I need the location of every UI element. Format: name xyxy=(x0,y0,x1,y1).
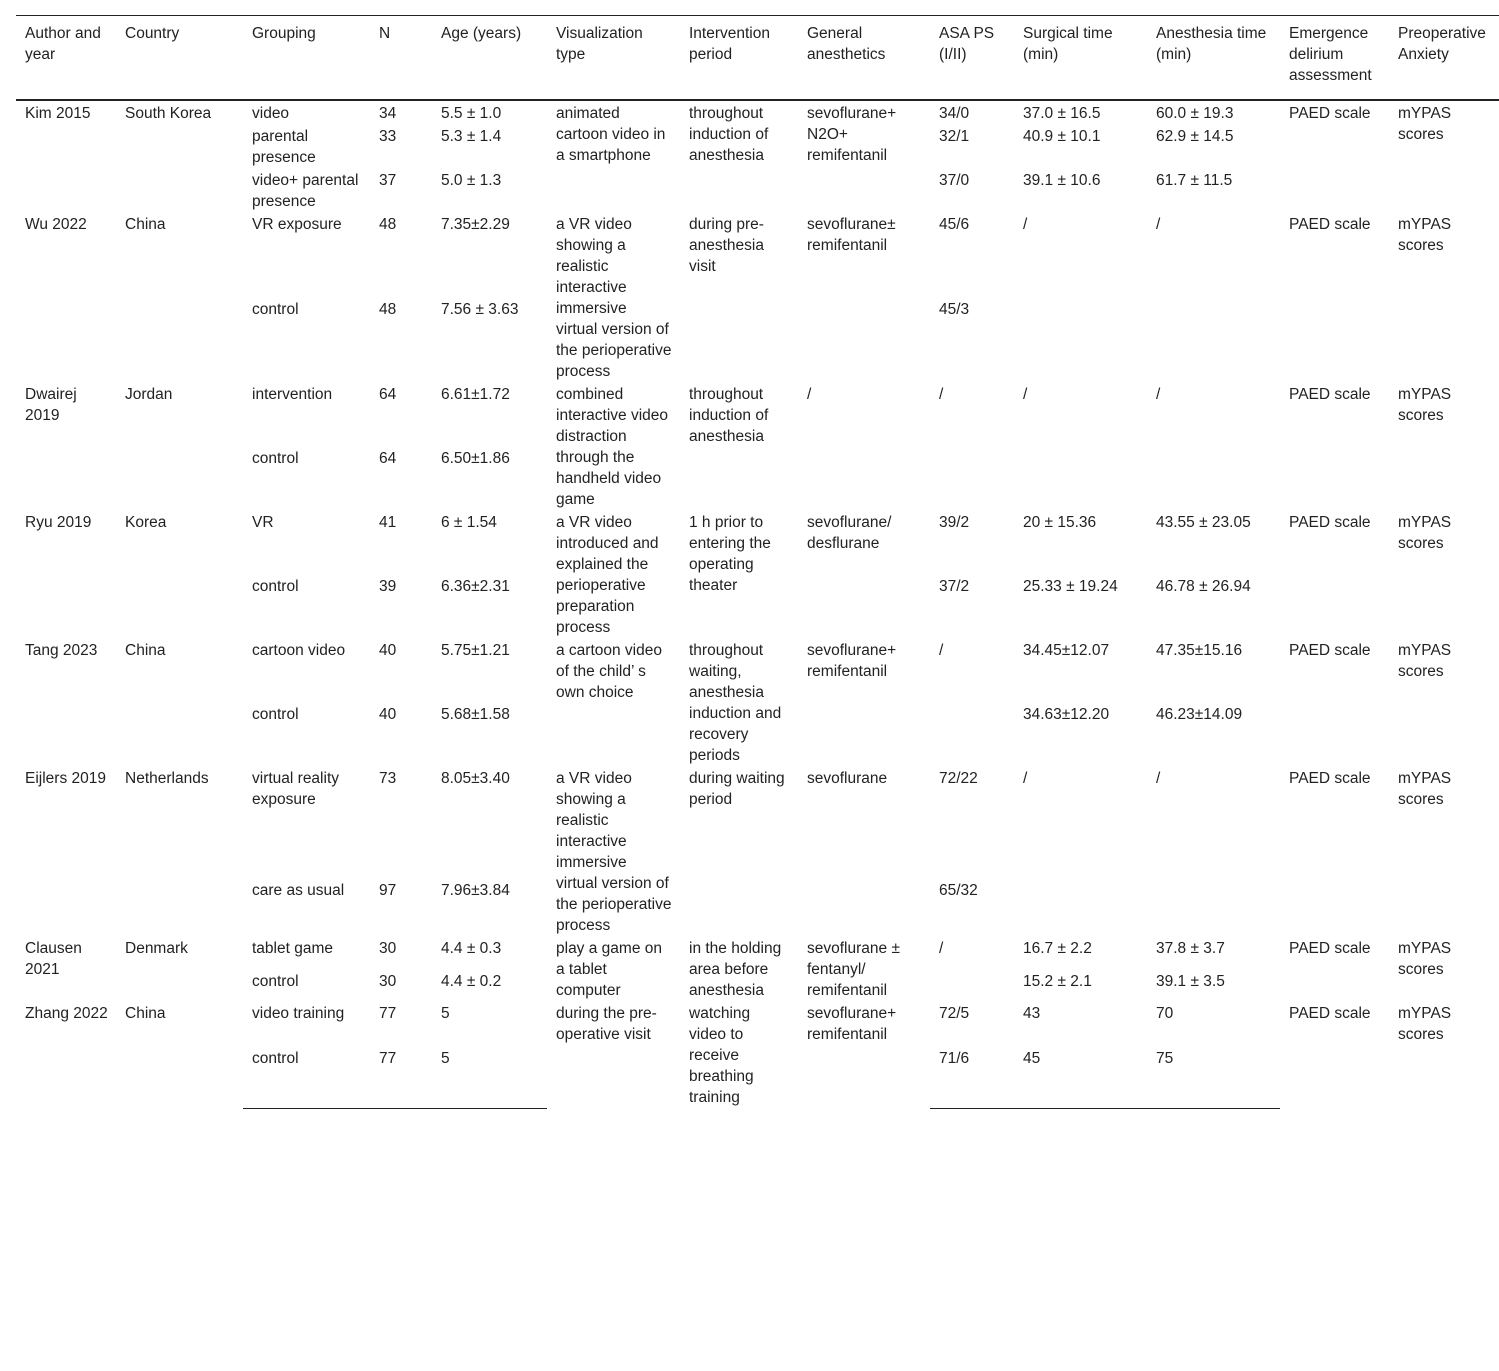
surgical-time-cell xyxy=(1014,878,1147,936)
anesthesia-time-cell xyxy=(1147,446,1280,510)
age-cell: 5.68±1.58 xyxy=(441,706,510,723)
age-cell: 7.96±3.84 xyxy=(441,881,510,899)
country-cell: Netherlands xyxy=(125,770,209,787)
surgical-time-cell: / xyxy=(1023,770,1028,787)
delirium-assessment-cell: PAED scale xyxy=(1289,940,1371,957)
n-cell: 77 xyxy=(370,1046,432,1108)
table-row xyxy=(16,382,1499,446)
grouping-cell: control xyxy=(252,450,299,467)
n-cell: 34 xyxy=(379,105,397,122)
age-cell: 7.35±2.29 xyxy=(441,216,510,233)
table-header xyxy=(16,16,1499,101)
asa-cell: / xyxy=(939,386,944,403)
table-row xyxy=(16,100,1499,124)
asa-cell: 65/32 xyxy=(939,881,978,899)
n-cell: 64 xyxy=(379,386,397,403)
col-header-surgical-time: Surgical time (min) xyxy=(1014,16,1147,101)
age-cell: 7.56 ± 3.63 xyxy=(441,301,519,318)
anxiety-cell: mYPAS scores xyxy=(1398,1005,1452,1043)
delirium-assessment-cell: PAED scale xyxy=(1289,1005,1371,1022)
anxiety-cell: mYPAS scores xyxy=(1398,105,1452,143)
asa-cell: 45/3 xyxy=(939,301,970,318)
author-year-cell: Ryu 2019 xyxy=(25,514,92,531)
age-cell: 6.50±1.86 xyxy=(441,450,510,467)
age-cell: 5 xyxy=(432,1046,547,1108)
grouping-cell: VR xyxy=(252,514,274,531)
surgical-time-cell: 34.63±12.20 xyxy=(1023,706,1110,723)
anesthesia-time-cell: 46.23±14.09 xyxy=(1156,706,1243,723)
col-header-anesthetics: General anesthetics xyxy=(798,16,930,101)
asa-cell: 72/5 xyxy=(939,1005,970,1022)
visualization-cell: a VR video showing a realistic interactive immersive virtual version of the perioperative process xyxy=(556,770,672,934)
surgical-time-cell: 45 xyxy=(1014,1046,1147,1108)
asa-cell: 37/2 xyxy=(939,578,970,595)
col-header-author: Author and year xyxy=(16,16,116,101)
country-cell: Denmark xyxy=(125,940,188,957)
table-row xyxy=(16,212,1499,297)
anesthesia-time-cell: 60.0 ± 19.3 xyxy=(1156,105,1234,122)
anesthesia-time-cell: 61.7 ± 11.5 xyxy=(1156,172,1233,189)
table-row xyxy=(16,638,1499,702)
country-cell: China xyxy=(125,642,166,659)
study-characteristics-table xyxy=(16,15,1499,1109)
col-header-anesthesia-time: Anesthesia time (min) xyxy=(1147,16,1280,101)
visualization-cell: combined interactive video distraction through the handheld video game xyxy=(556,386,669,508)
n-cell: 64 xyxy=(379,450,397,467)
table-row xyxy=(16,766,1499,878)
asa-cell: 37/0 xyxy=(939,172,970,189)
anesthesia-time-cell: 39.1 ± 3.5 xyxy=(1156,972,1225,990)
country-cell: China xyxy=(125,1005,166,1022)
n-cell: 77 xyxy=(379,1005,397,1022)
intervention-period-cell: in the holding area before anesthesia xyxy=(689,940,782,999)
n-cell: 73 xyxy=(379,770,397,787)
age-cell: 8.05±3.40 xyxy=(441,770,510,787)
anesthetics-cell: sevoflurane+ N2O+ remifentanil xyxy=(807,105,897,164)
anesthesia-time-cell: 46.78 ± 26.94 xyxy=(1156,578,1251,595)
asa-cell xyxy=(930,702,1014,766)
grouping-cell: tablet game xyxy=(252,940,333,957)
anxiety-cell: mYPAS scores xyxy=(1398,216,1452,254)
col-header-age: Age (years) xyxy=(432,16,547,101)
surgical-time-cell: 34.45±12.07 xyxy=(1023,642,1110,659)
delirium-assessment-cell: PAED scale xyxy=(1289,770,1371,787)
n-cell: 33 xyxy=(379,128,397,145)
anesthesia-time-cell: / xyxy=(1156,770,1161,787)
author-year-cell: Zhang 2022 xyxy=(25,1005,108,1022)
table-row xyxy=(16,936,1499,969)
grouping-cell: care as usual xyxy=(252,881,345,899)
visualization-cell: animated cartoon video in a smartphone xyxy=(556,105,666,164)
age-cell: 6.36±2.31 xyxy=(441,578,510,595)
anxiety-cell: mYPAS scores xyxy=(1398,770,1452,808)
asa-cell: / xyxy=(939,642,944,659)
grouping-cell: virtual reality exposure xyxy=(252,770,339,808)
surgical-time-cell: 16.7 ± 2.2 xyxy=(1023,940,1092,957)
age-cell: 6.61±1.72 xyxy=(441,386,510,403)
country-cell: China xyxy=(125,216,166,233)
grouping-cell: video+ parental presence xyxy=(252,172,359,210)
visualization-cell: a VR video showing a realistic interactive immersive virtual version of the perioperative process xyxy=(556,216,672,380)
intervention-period-cell: 1 h prior to entering the operating theater xyxy=(689,514,771,594)
col-header-delirium: Emergence delirium assessment xyxy=(1280,16,1389,101)
intervention-period-cell: throughout waiting, anesthesia induction and recovery periods xyxy=(689,642,782,764)
asa-cell: 45/6 xyxy=(939,216,970,233)
anesthesia-time-cell xyxy=(1147,878,1280,936)
author-year-cell: Tang 2023 xyxy=(25,642,98,659)
anesthetics-cell: sevoflurane xyxy=(807,770,888,787)
grouping-cell: cartoon video xyxy=(252,642,346,659)
asa-cell: 32/1 xyxy=(939,128,970,145)
visualization-cell: during the pre-operative visit xyxy=(556,1005,657,1043)
col-header-period: Intervention period xyxy=(680,16,798,101)
col-header-anxiety: Preoperative Anxiety xyxy=(1389,16,1499,101)
anesthesia-time-cell: / xyxy=(1156,386,1161,403)
col-header-grouping: Grouping xyxy=(243,16,370,101)
grouping-cell: control xyxy=(252,706,299,723)
col-header-asa: ASA PS (I/II) xyxy=(930,16,1014,101)
asa-cell: 72/22 xyxy=(939,770,978,787)
surgical-time-cell: 25.33 ± 19.24 xyxy=(1023,578,1118,595)
surgical-time-cell: 37.0 ± 16.5 xyxy=(1023,105,1101,122)
author-year-cell: Eijlers 2019 xyxy=(25,770,106,787)
grouping-cell: video training xyxy=(252,1005,345,1022)
table-row xyxy=(16,510,1499,574)
n-cell: 30 xyxy=(379,940,397,957)
intervention-period-cell: throughout induction of anesthesia xyxy=(689,386,769,445)
col-header-n: N xyxy=(370,16,432,101)
asa-cell: 39/2 xyxy=(939,514,970,531)
intervention-period-cell: watching video to receive breathing training xyxy=(689,1005,754,1106)
country-cell: Korea xyxy=(125,514,167,531)
grouping-cell: control xyxy=(243,1046,370,1108)
grouping-cell: control xyxy=(252,301,299,318)
surgical-time-cell xyxy=(1014,297,1147,382)
grouping-cell: control xyxy=(252,972,299,990)
asa-cell xyxy=(930,969,1014,1002)
col-header-country: Country xyxy=(116,16,243,101)
surgical-time-cell: 20 ± 15.36 xyxy=(1023,514,1097,531)
n-cell: 39 xyxy=(379,578,397,595)
country-cell: Jordan xyxy=(125,386,173,403)
surgical-time-cell: 40.9 ± 10.1 xyxy=(1023,128,1101,145)
grouping-cell: VR exposure xyxy=(252,216,342,233)
grouping-cell: intervention xyxy=(252,386,333,403)
anesthesia-time-cell xyxy=(1147,297,1280,382)
col-header-visualization: Visualization type xyxy=(547,16,680,101)
age-cell: 5.3 ± 1.4 xyxy=(441,128,502,145)
n-cell: 40 xyxy=(379,706,397,723)
n-cell: 48 xyxy=(379,216,397,233)
header-row xyxy=(16,16,1499,101)
table-row xyxy=(16,1001,1499,1046)
author-year-cell: Clausen 2021 xyxy=(25,940,82,978)
anesthesia-time-cell: 75 xyxy=(1147,1046,1280,1108)
anesthesia-time-cell: 43.55 ± 23.05 xyxy=(1156,514,1251,531)
n-cell: 40 xyxy=(379,642,397,659)
asa-cell xyxy=(930,446,1014,510)
anesthesia-time-cell: 37.8 ± 3.7 xyxy=(1156,940,1225,957)
intervention-period-cell: during waiting period xyxy=(689,770,785,808)
delirium-assessment-cell: PAED scale xyxy=(1289,514,1371,531)
anesthesia-time-cell: 70 xyxy=(1156,1005,1174,1022)
anesthetics-cell: sevoflurane+ remifentanil xyxy=(807,1005,897,1043)
n-cell: 97 xyxy=(379,881,397,899)
anesthesia-time-cell: / xyxy=(1156,216,1161,233)
surgical-time-cell xyxy=(1014,446,1147,510)
surgical-time-cell: / xyxy=(1023,386,1028,403)
n-cell: 30 xyxy=(379,972,397,990)
intervention-period-cell: during pre-anesthesia visit xyxy=(689,216,764,275)
author-year-cell: Wu 2022 xyxy=(25,216,87,233)
anesthesia-time-cell: 47.35±15.16 xyxy=(1156,642,1243,659)
age-cell: 6 ± 1.54 xyxy=(441,514,497,531)
grouping-cell: parental presence xyxy=(252,128,316,166)
age-cell: 5.0 ± 1.3 xyxy=(441,172,502,189)
table-body xyxy=(16,100,1499,1108)
author-year-cell: Kim 2015 xyxy=(25,105,91,122)
anesthetics-cell: sevoflurane± remifentanil xyxy=(807,216,896,254)
anxiety-cell: mYPAS scores xyxy=(1398,386,1452,424)
surgical-time-cell: 43 xyxy=(1023,1005,1041,1022)
anesthetics-cell: / xyxy=(807,386,812,403)
surgical-time-cell: 39.1 ± 10.6 xyxy=(1023,172,1101,189)
surgical-time-cell: 15.2 ± 2.1 xyxy=(1023,972,1092,990)
age-cell: 4.4 ± 0.3 xyxy=(441,940,502,957)
visualization-cell: a cartoon video of the child’ s own choice xyxy=(556,642,662,701)
visualization-cell: play a game on a tablet computer xyxy=(556,940,662,999)
grouping-cell: control xyxy=(252,578,299,595)
age-cell: 5.75±1.21 xyxy=(441,642,510,659)
anesthesia-time-cell: 62.9 ± 14.5 xyxy=(1156,128,1234,145)
intervention-period-cell: throughout induction of anesthesia xyxy=(689,105,769,164)
anxiety-cell: mYPAS scores xyxy=(1398,642,1452,680)
age-cell: 4.4 ± 0.2 xyxy=(441,972,502,990)
asa-cell: / xyxy=(939,940,944,957)
age-cell: 5 xyxy=(441,1005,450,1022)
delirium-assessment-cell: PAED scale xyxy=(1289,386,1371,403)
delirium-assessment-cell: PAED scale xyxy=(1289,216,1371,233)
anxiety-cell: mYPAS scores xyxy=(1398,940,1452,978)
anesthetics-cell: sevoflurane/ desflurane xyxy=(807,514,892,552)
age-cell: 5.5 ± 1.0 xyxy=(441,105,502,122)
delirium-assessment-cell: PAED scale xyxy=(1289,642,1371,659)
asa-cell: 71/6 xyxy=(930,1046,1014,1108)
anxiety-cell: mYPAS scores xyxy=(1398,514,1452,552)
n-cell: 48 xyxy=(379,301,397,318)
asa-cell: 34/0 xyxy=(939,105,970,122)
anesthetics-cell: sevoflurane ± fentanyl/ remifentanil xyxy=(807,940,900,999)
surgical-time-cell: / xyxy=(1023,216,1028,233)
author-year-cell: Dwairej 2019 xyxy=(25,386,77,424)
anesthetics-cell: sevoflurane+ remifentanil xyxy=(807,642,897,680)
grouping-cell: video xyxy=(252,105,290,122)
n-cell: 37 xyxy=(379,172,397,189)
n-cell: 41 xyxy=(379,514,397,531)
delirium-assessment-cell: PAED scale xyxy=(1289,105,1371,122)
visualization-cell: a VR video introduced and explained the perioperative preparation process xyxy=(556,514,659,636)
country-cell: South Korea xyxy=(125,105,212,122)
